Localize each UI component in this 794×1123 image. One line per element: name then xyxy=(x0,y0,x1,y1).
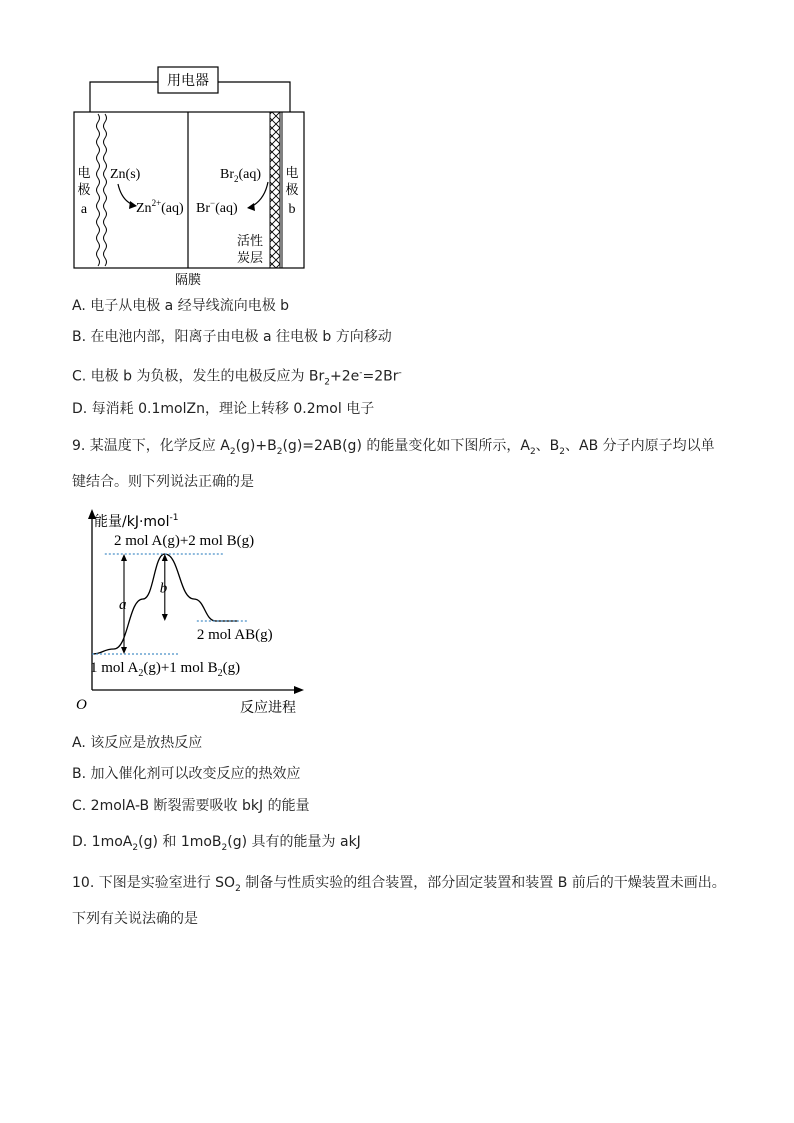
zn-solid-label: Zn(s) xyxy=(110,167,141,182)
wire-right xyxy=(218,82,290,112)
electrode-a-wave-2 xyxy=(104,114,107,266)
energy-diagram xyxy=(70,505,340,720)
br-arrowhead xyxy=(247,203,255,211)
q8-option-a: A. 电子从电极 a 经导线流向电极 b xyxy=(72,298,290,314)
membrane-label: 隔膜 xyxy=(174,273,202,288)
zn-arrow xyxy=(118,184,136,206)
q9-option-d-sub2: 2 xyxy=(221,842,228,853)
q9-option-a: A. 该反应是放热反应 xyxy=(72,735,203,751)
q9-stem-line2: 键结合。则下列说法正确的是 xyxy=(72,474,254,490)
q8-option-c xyxy=(72,363,402,392)
q9-stem-sub1: 2 xyxy=(229,446,236,457)
reactant-label: 1 mol $A_2(g)+1$ mol $B_2(g)$ xyxy=(90,660,241,679)
q9-option-d-sub1: 2 xyxy=(132,842,139,853)
zn2-ion-label: $Zn^{2+}(aq)$ xyxy=(136,198,184,216)
annotation-b: b xyxy=(159,580,168,597)
q9-stem-1c: (g)=2AB(g) 的能量变化如下图所示，A xyxy=(282,438,530,454)
q9-stem-1d: 、B xyxy=(535,438,560,454)
arrow-b-head-bottom xyxy=(162,614,168,621)
q8-option-b: B. 在电池内部，阳离子由电极 a 往电极 b 方向移动 xyxy=(72,329,392,345)
carbon-layer xyxy=(270,112,280,268)
q9-stem-1e: 、AB 分子内原子均以单 xyxy=(565,438,715,454)
q8-option-d: D. 每消耗 0.1molZn，理论上转移 0.2mol 电子 xyxy=(72,401,375,417)
carbon-layer-label-2: 炭层 xyxy=(236,251,264,266)
q8-option-c-sup: - xyxy=(359,368,363,378)
br2-label: $Br_2(aq)$ xyxy=(220,167,262,184)
q9-stem-line1 xyxy=(72,436,715,462)
battery-diagram xyxy=(60,60,320,295)
electrode-a-wave-1 xyxy=(97,114,100,266)
electrode-a-label-1: 电 xyxy=(77,166,91,181)
q9-stem-1b: (g)+B xyxy=(235,438,277,454)
q10-stem-line2: 下列有关说法确的是 xyxy=(72,911,198,927)
q8-option-c-sub: 2 xyxy=(324,377,331,388)
electrode-a-label-2: 极 xyxy=(77,183,91,198)
electrode-b-label-3: b xyxy=(288,202,296,217)
br-minus-label: Br−(aq) xyxy=(196,198,238,216)
electrode-b-label-2: 极 xyxy=(285,183,299,198)
q8-option-c-text: C. 电极 b 为负极，发生的电极反应为 Br xyxy=(72,368,325,385)
origin-label: O xyxy=(76,697,87,713)
q8-option-c-mid2: =2Br xyxy=(362,368,399,385)
carbon-layer-label-1: 活性 xyxy=(236,234,264,249)
device-label: 用电器 xyxy=(167,73,209,89)
arrow-a-head-bottom xyxy=(121,647,127,654)
q9-stem-sub2: 2 xyxy=(276,446,283,457)
electrode-a-label-3: a xyxy=(80,202,88,217)
q10-stem-a: 10. 下图是实验室进行 SO xyxy=(72,875,236,891)
q9-option-b: B. 加入催化剂可以改变反应的热效应 xyxy=(72,766,301,782)
q9-option-d-b: (g) 和 1moB xyxy=(138,834,222,850)
br-arrow xyxy=(248,182,268,208)
electrode-b-label-1: 电 xyxy=(285,166,299,181)
y-axis-label: 能量/kJ·mol$^{-1}$ xyxy=(94,513,179,530)
q9-option-c: C. 2molA-B 断裂需要吸收 bkJ 的能量 xyxy=(72,798,310,814)
annotation-a: a xyxy=(119,597,127,613)
q9-stem-sub4: 2 xyxy=(559,446,566,457)
q10-stem-b: 制备与性质实验的组合装置，部分固定装置和装置 B 前后的干燥装置未画出。 xyxy=(240,875,726,891)
q8-option-c-sup2: - xyxy=(398,368,402,378)
x-axis-label: 反应进程 xyxy=(240,700,296,716)
q8-option-c-mid: +2e xyxy=(330,368,360,385)
q9-option-d xyxy=(72,832,361,858)
wire-left xyxy=(90,82,158,112)
x-axis-arrow xyxy=(294,686,304,694)
q9-option-d-c: (g) 具有的能量为 akJ xyxy=(227,834,361,850)
q9-stem-1a: 9. 某温度下，化学反应 A xyxy=(72,438,230,454)
arrow-a-head-top xyxy=(121,554,127,561)
transition-label: 2 mol A(g)+2 mol B(g) xyxy=(114,533,255,549)
q9-option-d-a: D. 1moA xyxy=(72,834,133,850)
product-label: 2 mol AB(g) xyxy=(196,627,273,643)
q9-stem-sub3: 2 xyxy=(529,446,536,457)
q10-stem-sub: 2 xyxy=(235,883,241,894)
q10-stem-line1 xyxy=(72,873,726,899)
